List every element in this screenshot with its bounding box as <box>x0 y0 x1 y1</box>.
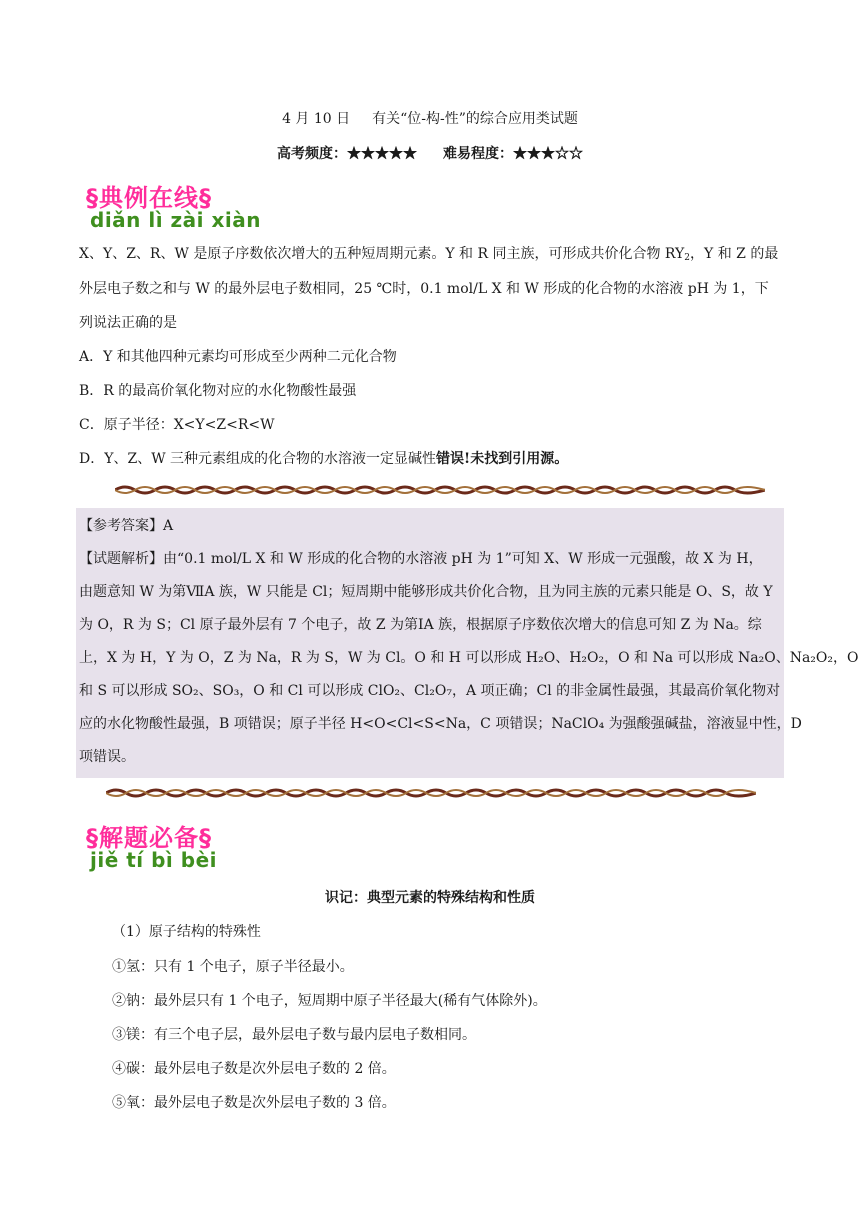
analysis-line-3: 为 O，R 为 S；Cl 原子最外层有 7 个电子，故 Z 为第ⅠA 族，根据原子序数依次增大的信息可知 Z 为 Na。综 <box>79 617 762 633</box>
analysis-line-6: 应的水化物酸性最强，B 项错误；原子半径 H<O<Cl<S<Na，C 项错误；NaClO₄ 为强酸强碱盐，溶液显中性，D <box>79 716 802 732</box>
banner-example-pinyin: diǎn lì zài xiàn <box>90 208 261 232</box>
frequency-stars: ★★★★★ <box>347 146 417 162</box>
banner-example-text: 典例在线 <box>99 184 199 212</box>
swirl-right-icon: § <box>199 184 212 212</box>
option-b: B．R 的最高价氧化物对应的水化物酸性最强 <box>79 383 357 399</box>
analysis-line-7: 项错误。 <box>79 749 135 765</box>
stem-text-1: X、Y、Z、R、W 是原子序数依次增大的五种短周期元素。Y 和 R 同主族，可形成共价化合物 RY <box>79 246 685 262</box>
stem-text-1-tail: ，Y 和 Z 的最 <box>690 246 779 262</box>
question-stem-line-1 <box>79 244 778 264</box>
notes-heading: 识记：典型元素的特殊结构和性质 <box>325 890 535 906</box>
note-item: ⑤氧：最外层电子数是次外层电子数的 3 倍。 <box>112 1095 396 1111</box>
title-date: 4 月 10 日 <box>282 111 351 127</box>
stem-subscript: 2 <box>684 253 690 263</box>
note-item: ①氢：只有 1 个电子，原子半径最小。 <box>112 959 354 975</box>
banner-solution-pinyin: jiě tí bì bèi <box>90 848 217 872</box>
difficulty-stars: ★★★☆☆ <box>513 146 583 162</box>
reference-error-text: 错误!未找到引用源。 <box>436 451 569 467</box>
analysis-line-1 <box>79 549 763 569</box>
notes-subheading: （1）原子结构的特殊性 <box>112 924 261 940</box>
option-c: C．原子半径：X<Y<Z<R<W <box>79 417 275 433</box>
rating-line <box>0 144 860 164</box>
banner-solution-text: 解题必备 <box>99 824 199 852</box>
page-title <box>0 109 860 129</box>
swirl-left-icon: § <box>86 184 99 212</box>
swirl-right-icon: § <box>199 824 212 852</box>
option-a: A．Y 和其他四种元素均可形成至少两种二元化合物 <box>79 349 397 365</box>
title-topic: 有关“位-构-性”的综合应用类试题 <box>372 111 578 127</box>
difficulty-label: 难易程度： <box>443 146 513 162</box>
decorative-divider-bottom <box>106 787 756 799</box>
note-item: ④碳：最外层电子数是次外层电子数的 2 倍。 <box>112 1061 396 1077</box>
analysis-label: 【试题解析】 <box>79 551 163 567</box>
option-d-text: D．Y、Z、W 三种元素组成的化合物的水溶液一定显碱性 <box>79 451 437 467</box>
analysis-line-2: 由题意知 W 为第ⅦA 族，W 只能是 Cl；短周期中能够形成共价化合物，且为同主族的元素只能是 O、S，故 Y <box>79 584 773 600</box>
reference-answer: 【参考答案】A <box>79 518 174 534</box>
analysis-text-1: 由“0.1 mol/L X 和 W 形成的化合物的水溶液 pH 为 1”可知 X、W 形成一元强酸，故 X 为 H， <box>163 551 763 567</box>
analysis-line-4: 上，X 为 H，Y 为 O，Z 为 Na，R 为 S，W 为 Cl。O 和 H 可以形成 H₂O、H₂O₂，O 和 Na 可以形成 Na₂O、Na₂O₂，O <box>79 650 859 666</box>
decorative-divider-top <box>115 484 765 496</box>
analysis-line-5: 和 S 可以形成 SO₂、SO₃，O 和 Cl 可以形成 ClO₂、Cl₂O₇，A 项正确；Cl 的非金属性最强，其最高价氧化物对 <box>79 683 781 699</box>
option-d <box>79 449 568 469</box>
frequency-label: 高考频度： <box>277 146 347 162</box>
note-item: ③镁：有三个电子层，最外层电子数与最内层电子数相同。 <box>112 1027 476 1043</box>
note-item: ②钠：最外层只有 1 个电子，短周期中原子半径最大(稀有气体除外)。 <box>112 993 547 1009</box>
question-stem-line-2: 外层电子数之和与 W 的最外层电子数相同，25 ℃时，0.1 mol/L X 和 W 形成的化合物的水溶液 pH 为 1，下 <box>79 281 769 297</box>
question-stem-line-3: 列说法正确的是 <box>79 315 177 331</box>
swirl-left-icon: § <box>86 824 99 852</box>
